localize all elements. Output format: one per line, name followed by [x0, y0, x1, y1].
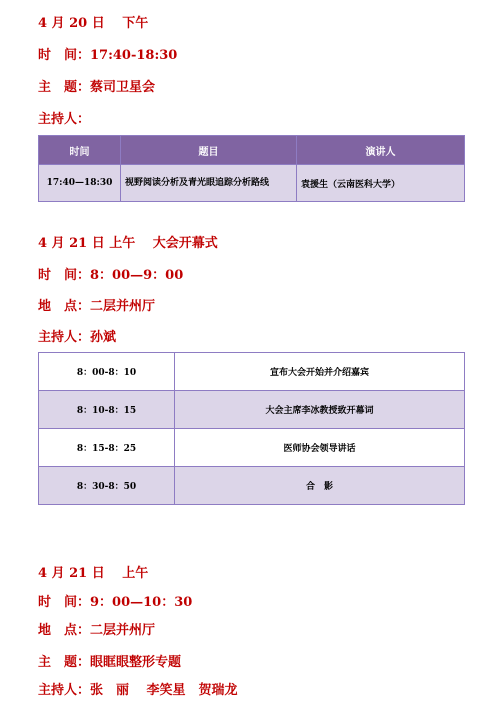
- section1-topic: 主 题：蔡司卫星会: [38, 80, 156, 95]
- header-speaker: 演讲人: [297, 136, 465, 165]
- section1-date: 4 月 20 日 下午: [38, 16, 149, 31]
- table-row: [39, 165, 465, 202]
- row-time: 8：30-8：50: [39, 467, 175, 505]
- section3-date: 4 月 21 日 上午: [38, 566, 149, 581]
- section1-table: [38, 135, 465, 202]
- section2-place: 地 点：二层并州厅: [38, 299, 156, 314]
- row-title: 视野阅读分析及青光眼追踪分析路线: [121, 165, 297, 202]
- table-row: [39, 429, 465, 467]
- section3-host: 主持人：张 丽 李笑星 贺瑞龙: [38, 683, 238, 698]
- section2-host: 主持人：孙斌: [38, 330, 117, 345]
- header-time: 时间: [39, 136, 121, 165]
- table-row: [39, 353, 465, 391]
- section1-time: 时 间：17:40-18:30: [38, 48, 178, 63]
- row-time: 17:40—18:30: [39, 165, 121, 202]
- row-time: 8：15-8：25: [39, 429, 175, 467]
- row-speaker: 袁援生（云南医科大学）: [297, 165, 465, 202]
- section2-time: 时 间：8：00—9：00: [38, 268, 184, 283]
- section3-topic: 主 题：眼眶眼整形专题: [38, 655, 182, 670]
- row-time: 8：10-8：15: [39, 391, 175, 429]
- table-row: [39, 391, 465, 429]
- section2-date: 4 月 21 日 上午 大会开幕式: [38, 236, 218, 251]
- row-item: 大会主席李冰教授致开幕词: [175, 391, 465, 429]
- row-item: 合 影: [175, 467, 465, 505]
- section2-table: [38, 352, 465, 505]
- section3-time: 时 间：9：00—10：30: [38, 595, 193, 610]
- table-header-row: [39, 136, 465, 165]
- row-time: 8：00-8：10: [39, 353, 175, 391]
- section1-host: 主持人：: [38, 112, 91, 127]
- row-item: 宣布大会开始并介绍嘉宾: [175, 353, 465, 391]
- row-item: 医师协会领导讲话: [175, 429, 465, 467]
- table-row: [39, 467, 465, 505]
- header-title: 题目: [121, 136, 297, 165]
- section3-place: 地 点：二层并州厅: [38, 623, 156, 638]
